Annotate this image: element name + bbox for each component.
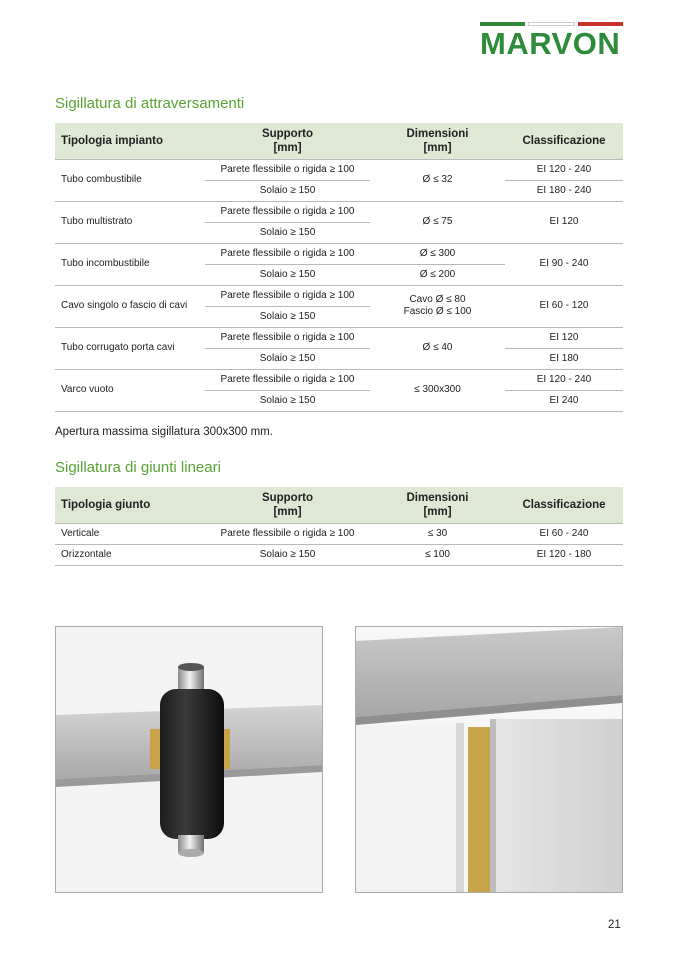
row-support: Solaio ≥ 150 bbox=[205, 544, 370, 565]
row-name: Orizzontale bbox=[55, 544, 205, 565]
row-support: Parete flessibile o rigida ≥ 100 bbox=[205, 285, 370, 306]
header-dimensioni-l2: [mm] bbox=[423, 505, 452, 518]
black-insulation-sleeve bbox=[160, 689, 224, 839]
header-supporto-l2: [mm] bbox=[273, 505, 302, 518]
row-dimension-l1: Cavo Ø ≤ 80 bbox=[409, 294, 466, 305]
linear-joint-illustration bbox=[355, 626, 623, 893]
header-dimensioni-l2: [mm] bbox=[423, 141, 452, 154]
row-dimension: Ø ≤ 75 bbox=[370, 201, 505, 243]
joint-filler bbox=[468, 727, 490, 892]
row-support: Solaio ≥ 150 bbox=[205, 180, 370, 201]
table-row bbox=[55, 285, 623, 306]
table-header-row bbox=[55, 487, 623, 523]
table-row bbox=[55, 243, 623, 264]
header-dimensioni bbox=[370, 487, 505, 523]
row-name: Varco vuoto bbox=[55, 369, 205, 411]
row-dimension: Ø ≤ 200 bbox=[370, 264, 505, 285]
row-dimension: Ø ≤ 32 bbox=[370, 159, 505, 201]
table-row bbox=[55, 201, 623, 222]
table-header-row bbox=[55, 123, 623, 159]
row-classification: EI 120 - 180 bbox=[505, 544, 623, 565]
row-dimension bbox=[370, 285, 505, 327]
row-name: Tubo multistrato bbox=[55, 201, 205, 243]
table-row bbox=[55, 369, 623, 390]
header-supporto-l2: [mm] bbox=[273, 141, 302, 154]
table-row bbox=[55, 544, 623, 565]
row-classification: EI 240 bbox=[505, 390, 623, 411]
row-dimension: ≤ 100 bbox=[370, 544, 505, 565]
header-dimensioni-l1: Dimensioni bbox=[406, 127, 469, 140]
row-dimension: ≤ 300x300 bbox=[370, 369, 505, 411]
row-classification: EI 180 bbox=[505, 348, 623, 369]
row-classification: EI 180 - 240 bbox=[505, 180, 623, 201]
row-support: Parete flessibile o rigida ≥ 100 bbox=[205, 369, 370, 390]
note-max-opening: Apertura massima sigillatura 300x300 mm. bbox=[55, 426, 273, 438]
row-support: Solaio ≥ 150 bbox=[205, 264, 370, 285]
row-support: Solaio ≥ 150 bbox=[205, 306, 370, 327]
header-dimensioni bbox=[370, 123, 505, 159]
row-classification: EI 120 bbox=[505, 327, 623, 348]
joint-illustration-svg bbox=[356, 627, 622, 892]
row-name: Tubo corrugato porta cavi bbox=[55, 327, 205, 369]
pipe-through-wall-illustration bbox=[55, 626, 323, 893]
row-name: Cavo singolo o fascio di cavi bbox=[55, 285, 205, 327]
table-attraversamenti bbox=[55, 123, 623, 412]
row-name: Tubo combustibile bbox=[55, 159, 205, 201]
row-support: Parete flessibile o rigida ≥ 100 bbox=[205, 327, 370, 348]
pipe-illustration-svg bbox=[56, 627, 322, 892]
row-classification: EI 120 bbox=[505, 201, 623, 243]
row-dimension: ≤ 30 bbox=[370, 523, 505, 544]
header-supporto-l1: Supporto bbox=[261, 491, 314, 504]
page-number: 21 bbox=[608, 919, 621, 931]
header-supporto bbox=[205, 487, 370, 523]
table-row bbox=[55, 159, 623, 180]
header-supporto-l1: Supporto bbox=[261, 127, 314, 140]
row-dimension-l2: Fascio Ø ≤ 100 bbox=[403, 306, 472, 317]
row-name: Tubo incombustibile bbox=[55, 243, 205, 285]
header-tipologia: Tipologia impianto bbox=[55, 123, 205, 159]
row-classification: EI 60 - 240 bbox=[505, 523, 623, 544]
row-classification: EI 120 - 240 bbox=[505, 159, 623, 180]
header-tipologia: Tipologia giunto bbox=[55, 487, 205, 523]
marvon-logo bbox=[480, 22, 623, 60]
row-support: Solaio ≥ 150 bbox=[205, 222, 370, 243]
section-title-giunti: Sigillatura di giunti lineari bbox=[55, 459, 221, 476]
logo-wordmark: MARVON bbox=[480, 26, 621, 61]
row-classification: EI 60 - 120 bbox=[505, 285, 623, 327]
table-row bbox=[55, 327, 623, 348]
header-supporto bbox=[205, 123, 370, 159]
right-wall-panel bbox=[490, 719, 622, 892]
row-support: Parete flessibile o rigida ≥ 100 bbox=[205, 523, 370, 544]
header-classificazione: Classificazione bbox=[505, 487, 623, 523]
row-name: Verticale bbox=[55, 523, 205, 544]
table-giunti-lineari bbox=[55, 487, 623, 566]
row-support: Solaio ≥ 150 bbox=[205, 390, 370, 411]
header-dimensioni-l1: Dimensioni bbox=[406, 491, 469, 504]
row-support: Parete flessibile o rigida ≥ 100 bbox=[205, 159, 370, 180]
row-support: Parete flessibile o rigida ≥ 100 bbox=[205, 243, 370, 264]
left-wall-panel bbox=[356, 725, 460, 892]
section-title-attraversamenti: Sigillatura di attraversamenti bbox=[55, 95, 245, 112]
header-classificazione: Classificazione bbox=[505, 123, 623, 159]
row-dimension: Ø ≤ 300 bbox=[370, 243, 505, 264]
row-classification: EI 120 - 240 bbox=[505, 369, 623, 390]
row-support: Solaio ≥ 150 bbox=[205, 348, 370, 369]
table-row bbox=[55, 523, 623, 544]
row-classification: EI 90 - 240 bbox=[505, 243, 623, 285]
row-support: Parete flessibile o rigida ≥ 100 bbox=[205, 201, 370, 222]
row-dimension: Ø ≤ 40 bbox=[370, 327, 505, 369]
